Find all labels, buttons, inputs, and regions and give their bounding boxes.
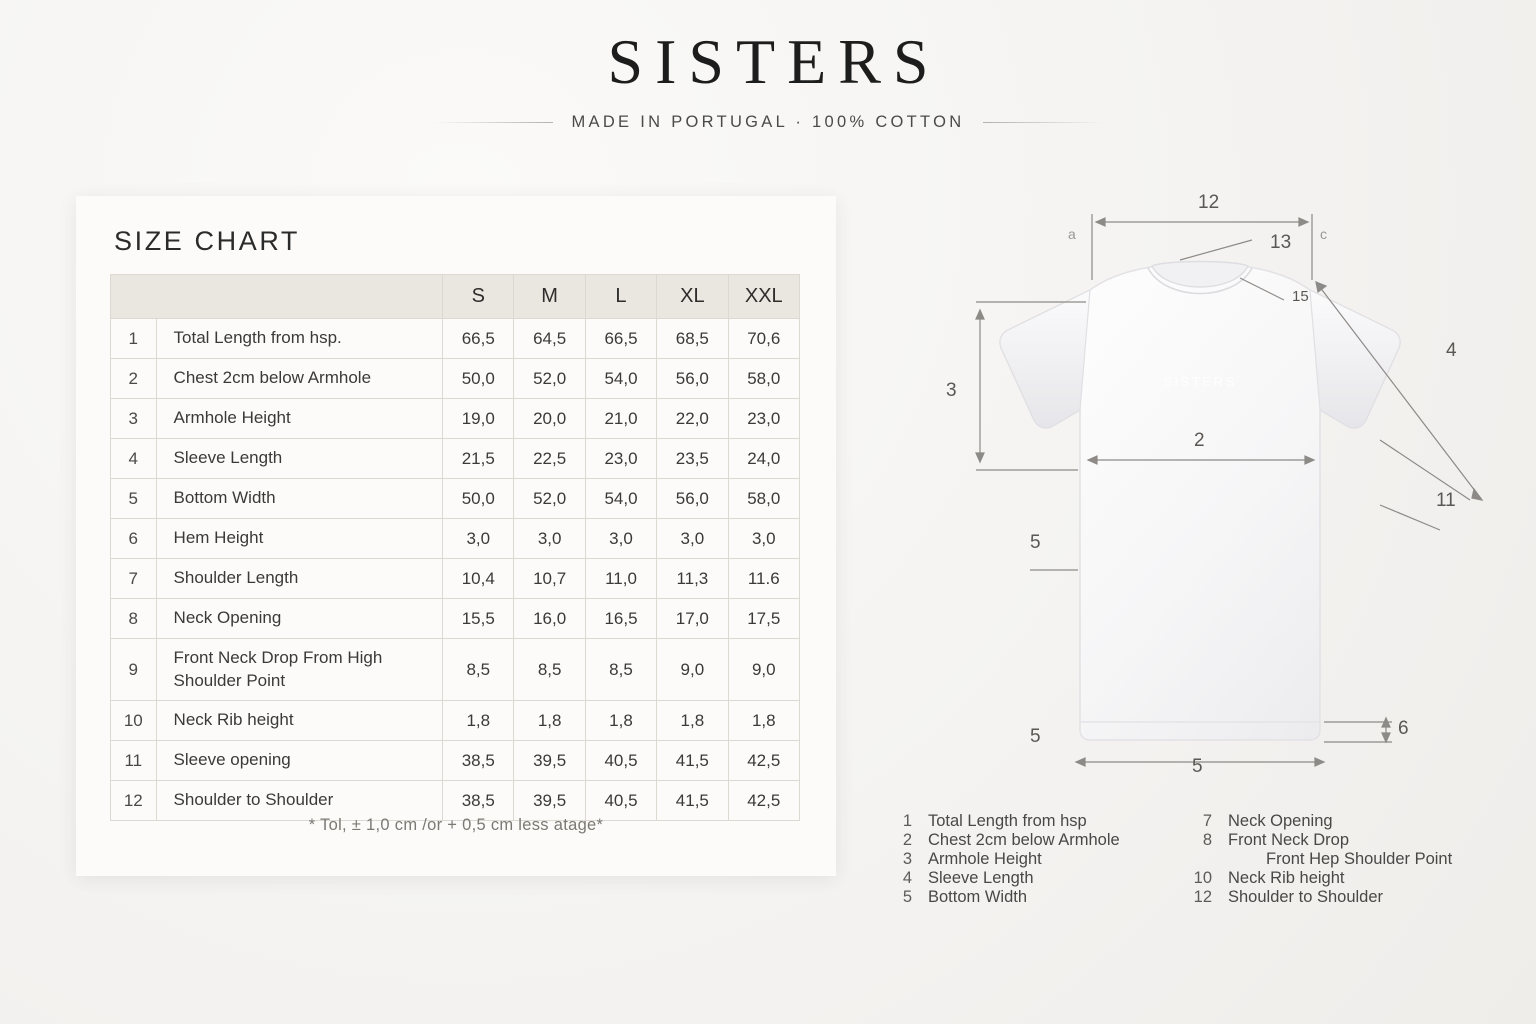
row-label: Hem Height: [156, 519, 443, 559]
legend-number: 4: [902, 869, 912, 887]
shirt-sleeve-right: [1310, 290, 1400, 428]
row-value: 39,5: [514, 781, 585, 821]
legend-column-left: [890, 812, 1190, 907]
legend-label: Neck Rib height: [1228, 869, 1345, 887]
table-row: [111, 399, 800, 439]
row-value: 3,0: [514, 519, 585, 559]
header-size-m: M: [514, 275, 585, 319]
legend-item: [890, 812, 1190, 831]
row-index: 11: [111, 741, 157, 781]
row-value: 70,6: [728, 319, 799, 359]
table-row: [111, 741, 800, 781]
callout-c: c: [1320, 226, 1327, 242]
row-value: 40,5: [585, 741, 656, 781]
table-row: [111, 479, 800, 519]
table-row: [111, 639, 800, 701]
callout-6: 6: [1398, 718, 1409, 739]
rule-left: [433, 122, 553, 123]
row-value: 58,0: [728, 359, 799, 399]
row-value: 56,0: [657, 359, 728, 399]
brand-subtitle: MADE IN PORTUGAL · 100% COTTON: [571, 113, 965, 132]
header-blank: [111, 275, 443, 319]
row-value: 16,0: [514, 599, 585, 639]
header-size-xl: XL: [657, 275, 728, 319]
row-value: 64,5: [514, 319, 585, 359]
table-row: [111, 701, 800, 741]
table-row: [111, 319, 800, 359]
row-label: Shoulder to Shoulder: [156, 781, 443, 821]
callout-3: 3: [946, 380, 957, 401]
row-index: 7: [111, 559, 157, 599]
legend-item: [890, 869, 1190, 888]
legend-item: [890, 888, 1190, 907]
row-value: 8,5: [443, 639, 514, 701]
table-row: [111, 359, 800, 399]
row-value: 11,3: [657, 559, 728, 599]
measurement-legend: [890, 812, 1510, 907]
row-value: 16,5: [585, 599, 656, 639]
row-index: 2: [111, 359, 157, 399]
row-value: 54,0: [585, 359, 656, 399]
legend-label: Chest 2cm below Armhole: [928, 831, 1120, 849]
row-label: Front Neck Drop From High Shoulder Point: [156, 639, 443, 701]
callout-15: 15: [1292, 288, 1309, 305]
size-chart-table: [110, 274, 800, 821]
header-size-s: S: [443, 275, 514, 319]
row-label: Neck Rib height: [156, 701, 443, 741]
callout-5-bottom: 5: [1192, 756, 1203, 777]
callout-11: 11: [1436, 490, 1456, 511]
legend-item: [1190, 831, 1510, 850]
row-value: 66,5: [443, 319, 514, 359]
row-index: 8: [111, 599, 157, 639]
row-value: 3,0: [585, 519, 656, 559]
row-value: 3,0: [443, 519, 514, 559]
row-value: 17,0: [657, 599, 728, 639]
legend-label: Bottom Width: [928, 888, 1028, 906]
row-value: 54,0: [585, 479, 656, 519]
callout-12: 12: [1198, 192, 1220, 213]
legend-label: Shoulder to Shoulder: [1228, 888, 1384, 906]
table-row: [111, 599, 800, 639]
table-row: [111, 439, 800, 479]
legend-label: Armhole Height: [928, 850, 1042, 868]
row-value: 19,0: [443, 399, 514, 439]
rule-right: [983, 122, 1103, 123]
row-value: 22,5: [514, 439, 585, 479]
callout-4: 4: [1446, 340, 1457, 361]
legend-number: 2: [902, 831, 912, 849]
size-chart-card: [76, 196, 836, 876]
row-value: 40,5: [585, 781, 656, 821]
row-value: 23,0: [728, 399, 799, 439]
table-row: [111, 519, 800, 559]
legend-number: 3: [902, 850, 912, 868]
row-value: 9,0: [728, 639, 799, 701]
callout-13: 13: [1270, 232, 1292, 253]
row-value: 56,0: [657, 479, 728, 519]
row-value: 11,0: [585, 559, 656, 599]
table-row: [111, 781, 800, 821]
row-value: 39,5: [514, 741, 585, 781]
brand-subtitle-row: [0, 113, 1536, 132]
row-value: 50,0: [443, 359, 514, 399]
row-value: 22,0: [657, 399, 728, 439]
row-index: 6: [111, 519, 157, 559]
row-value: 20,0: [514, 399, 585, 439]
row-value: 1,8: [657, 701, 728, 741]
row-index: 9: [111, 639, 157, 701]
row-value: 50,0: [443, 479, 514, 519]
table-body: [111, 319, 800, 821]
callout-a: a: [1068, 226, 1076, 242]
row-value: 10,4: [443, 559, 514, 599]
legend-number: 12: [1193, 888, 1212, 906]
row-value: 21,0: [585, 399, 656, 439]
row-label: Sleeve Length: [156, 439, 443, 479]
row-value: 66,5: [585, 319, 656, 359]
row-value: 17,5: [728, 599, 799, 639]
row-value: 8,5: [585, 639, 656, 701]
legend-label: Front Neck Drop: [1228, 831, 1350, 849]
tshirt-illustration: [880, 170, 1520, 810]
row-index: 1: [111, 319, 157, 359]
legend-label: Front Hep Shoulder Point: [1266, 850, 1453, 868]
table-header-row: [111, 275, 800, 319]
row-value: 21,5: [443, 439, 514, 479]
row-value: 41,5: [657, 741, 728, 781]
row-index: 10: [111, 701, 157, 741]
legend-label: Total Length from hsp: [928, 812, 1087, 830]
row-value: 52,0: [514, 479, 585, 519]
row-value: 10,7: [514, 559, 585, 599]
row-value: 58,0: [728, 479, 799, 519]
row-value: 9,0: [657, 639, 728, 701]
legend-item: [1190, 812, 1510, 831]
legend-number: 1: [902, 812, 912, 830]
row-value: 15,5: [443, 599, 514, 639]
row-value: 23,0: [585, 439, 656, 479]
row-value: 1,8: [585, 701, 656, 741]
row-value: 23,5: [657, 439, 728, 479]
row-value: 1,8: [443, 701, 514, 741]
legend-label: Neck Opening: [1228, 812, 1333, 830]
callout-2: 2: [1194, 430, 1205, 451]
row-value: 1,8: [514, 701, 585, 741]
row-label: Armhole Height: [156, 399, 443, 439]
row-value: 38,5: [443, 741, 514, 781]
shirt-chest-print: SISTERS: [1163, 374, 1237, 389]
header-size-xxl: XXL: [728, 275, 799, 319]
row-value: 3,0: [728, 519, 799, 559]
row-value: 52,0: [514, 359, 585, 399]
row-value: 1,8: [728, 701, 799, 741]
row-index: 5: [111, 479, 157, 519]
row-value: 38,5: [443, 781, 514, 821]
legend-number: 8: [1202, 831, 1212, 849]
row-value: 42,5: [728, 741, 799, 781]
callout-5-side: 5: [1030, 532, 1041, 553]
legend-number: 5: [902, 888, 912, 906]
row-label: Chest 2cm below Armhole: [156, 359, 443, 399]
legend-item: [890, 831, 1190, 850]
table-row: [111, 559, 800, 599]
row-label: Sleeve opening: [156, 741, 443, 781]
legend-number: 10: [1193, 869, 1212, 887]
tolerance-note: * Tol, ± 1,0 cm /or + 0,5 cm less atage*: [308, 816, 604, 834]
legend-label: Sleeve Length: [928, 869, 1034, 887]
legend-number: 7: [1202, 812, 1212, 830]
row-value: 68,5: [657, 319, 728, 359]
legend-item: [1190, 869, 1510, 888]
legend-column-right: [1190, 812, 1510, 907]
header-size-l: L: [585, 275, 656, 319]
row-index: 12: [111, 781, 157, 821]
row-value: 41,5: [657, 781, 728, 821]
tshirt-diagram: [880, 170, 1520, 810]
row-value: 24,0: [728, 439, 799, 479]
shirt-sleeve-left: [1000, 290, 1090, 428]
row-value: 42,5: [728, 781, 799, 821]
row-value: 11.6: [728, 559, 799, 599]
row-label: Total Length from hsp.: [156, 319, 443, 359]
row-index: 3: [111, 399, 157, 439]
brand-header: [0, 28, 1536, 132]
legend-item: [1190, 888, 1510, 907]
row-index: 4: [111, 439, 157, 479]
legend-item: [1190, 850, 1510, 869]
row-label: Bottom Width: [156, 479, 443, 519]
callout-5-hem: 5: [1030, 726, 1041, 747]
size-chart-title: SIZE CHART: [114, 226, 301, 256]
row-label: Shoulder Length: [156, 559, 443, 599]
row-label: Neck Opening: [156, 599, 443, 639]
brand-title: SISTERS: [607, 26, 941, 97]
row-value: 3,0: [657, 519, 728, 559]
legend-item: [890, 850, 1190, 869]
row-value: 8,5: [514, 639, 585, 701]
